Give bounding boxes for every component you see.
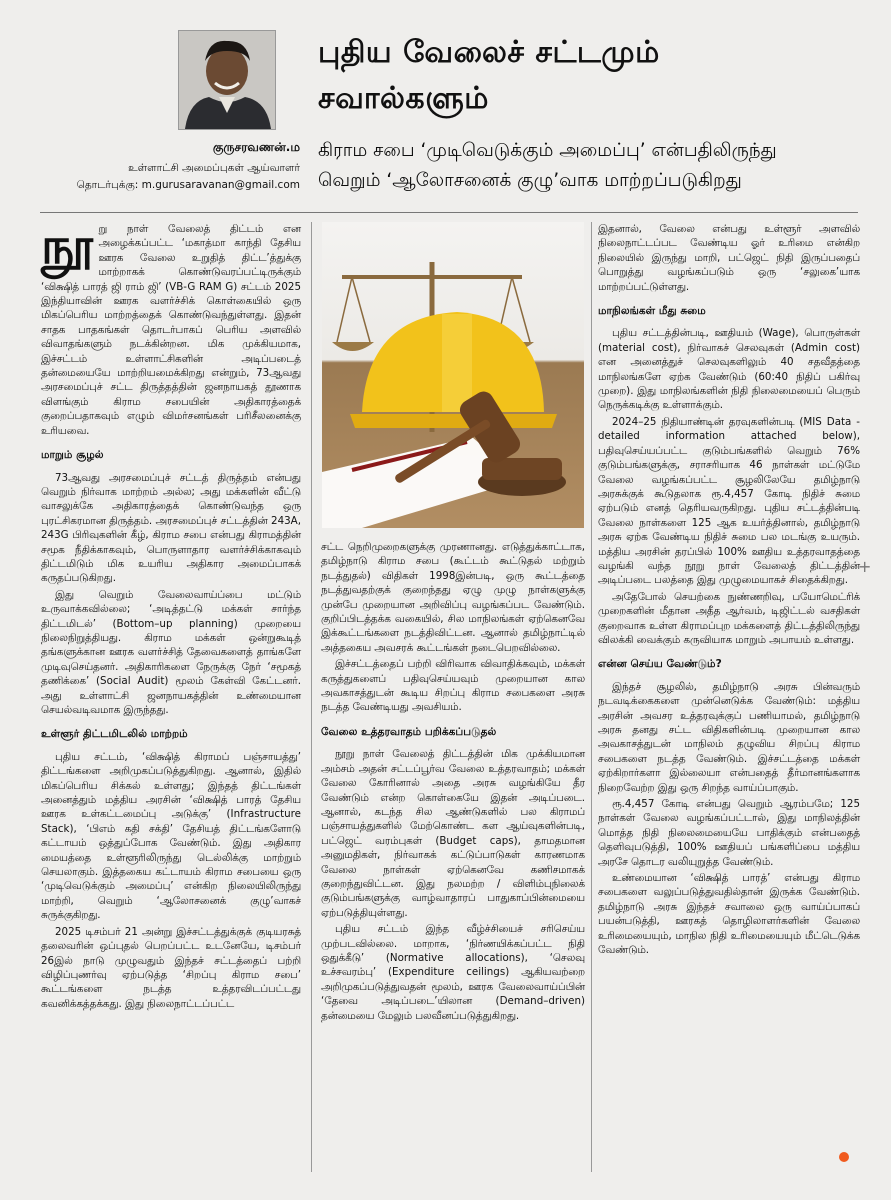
paragraph-text: று நாள் வேலைத் திட்டம் என அழைக்கப்பட்ட ‘மகாத்மா காந்தி தேசிய ஊரக வேலை உறுதித் திட்ட’த்துக்கு மாற்றாகக் கொண்டுவரப்பட்டிருக்கும் ‘விக்ஷித் பாரத் ஜி ராம் ஜி’ (VB-G RAM G) சட்டம் 2025 இந்தியாவின் ஊரக வளர்ச்சிக் கொள்கையில் ஒரு மிகப்பெரிய மாற்றத்தைக் கொண்டுவந்துள்ளது. இதன் சாதக பாதகங்கள் தொடர்பாகப் பெரிய அளவில் விவாதங்களும் நடக்கின்றன. மிக முக்கியமாக, இச்சட்டம் உள்ளாட்சிகளின் அடிப்படைத் தன்மையையே மாற்றியமைக்கிறது என்றும், 73ஆவது அரசமைப்புச் சட்ட திருத்தத்தின் ஜனநாயகத் தூணாக விளங்கும் கிராம சபையின் அதிகாரத்தைக் குறைப்பதாகவும் எழும் விமர்சனங்கள் பரிசீலனைக்கு உரியவை. xyxy=(41,223,301,437)
section-heading: உள்ளூர் திட்டமிடலில் மாற்றம் xyxy=(41,728,188,741)
headline xyxy=(318,30,818,122)
article-paragraph: ரூ.4,457 கோடி என்பது வெறும் ஆரம்பமே; 125 நாள்கள் வேலை வழங்கப்பட்டால், இது மாநிலத்தின் மொத்த நிதி நிலைமையையே பாதிக்கும் என்பதைத் தெளிவுபடுத்தி, 100% ஊதியப் பங்களிப்பை மத்திய அரசே தொடர வலியுறுத்த வேண்டும். xyxy=(598,798,860,868)
author-portrait-graphic xyxy=(179,31,275,129)
author-contact: தொடர்புக்கு: m.gurusaravanan@gmail.com xyxy=(76,179,300,191)
article-paragraph xyxy=(41,216,301,438)
article-paragraph: இதனால், வேலை என்பது உள்ளூர் அளவில் நிலைநாட்டப்பட வேண்டிய ஓர் உரிமை என்கிற நிலையில் இருந்து மாறி, பட்ஜெட் நிதி இருப்பதைப் பொறுத்து வழங்கப்படும் ஒரு ‘சலுகை’யாக மாற்றப்பட்டுள்ளது. xyxy=(598,223,860,293)
end-mark-dot xyxy=(839,1152,849,1162)
article-image xyxy=(322,222,584,528)
article-column-2 xyxy=(321,540,585,1025)
article-paragraph: அதேபோல் செயற்கை நுண்ணறிவு, பயோமெட்ரிக் முறைகளின் மீதான அதீத ஆர்வம், டிஜிட்டல் வசதிகள் குறைவாக உள்ள கிராமப்புற மக்களைத் திட்டத்திலிருந்து விலக்கி வைக்கும் கருவியாக மாறும் அபாயம் உள்ளது. xyxy=(598,590,860,646)
gavel-scale-illustration xyxy=(322,222,584,528)
author-role: உள்ளாட்சி அமைப்புகள் ஆய்வாளர் xyxy=(128,162,300,174)
article-paragraph: 73ஆவது அரசமைப்புச் சட்டத் திருத்தம் என்பது வெறும் நிர்வாக மாற்றம் அல்ல; அது மக்களின் வீட்டு வாசலுக்கே அதிகாரத்தைக் கொண்டுவந்த ஒரு புரட்சிகரமான திருத்தம். அரசமைப்புச் சட்டத்தின் 243A, 243G பிரிவுகளின் கீழ், கிராம சபை என்பது கிராமத்தின் சமூக நீதிக்காகவும், பொருளாதார வளர்ச்சிக்காகவும் திட்டமிடும் மிக உயரிய அதிகார அமைப்பாகக் கருதப்படுகிறது. xyxy=(41,471,301,585)
article-paragraph: இந்தச் சூழலில், தமிழ்நாடு அரசு பின்வரும் நடவடிக்கைகளை முன்னெடுக்க வேண்டும்: மத்திய அரசின் அவசர உத்தரவுக்குப் பணியாமல், தமிழ்நாடு அரசு தனது சட்ட விதிகளின்படி முறையான கால அவகாசத்துடன் மாநிலம் தழுவிய சிறப்பு கிராம சபைகளை நடத்த வேண்டும். இச்சட்டத்தை மக்கள் ஏற்கிறார்களா இல்லையா என்பதைத் தீர்மானங்களாக நிறைவேற்ற இது ஒரு சிறந்த வாய்ப்பாகும். xyxy=(598,680,860,794)
column-divider xyxy=(591,222,592,1172)
article-paragraph: உண்மையான ‘விக்ஷித் பாரத்’ என்பது கிராம சபைகளை வலுப்படுத்துவதில்தான் இருக்க வேண்டும். தமிழ்நாடு அரசு இந்தச் சவாலை ஒரு வாய்ப்பாகப் பயன்படுத்தி, ஊரகத் தொழிலாளர்களின் வேலை உரிமையையும், மாநில நிதி உரிமையையும் மீட்டெடுக்க வேண்டும். xyxy=(598,872,860,957)
article-paragraph: 2025 டிசம்பர் 21 அன்று இச்சட்டத்துக்குக் குடியரசுத் தலைவரின் ஒப்புதல் பெறப்பட்ட உடனேயே, டிசம்பர் 26இல் நாடு முழுவதும் இந்தச் சட்டத்தைப் பற்றி விழிப்புணர்வு ஏற்படுத்த ‘சிறப்பு கிராம சபை’ கூட்டங்களை நடத்த உத்தரவிடப்பட்டது கவனிக்கத்தக்கது. இது நிலைநாட்டப்பட்ட xyxy=(41,925,301,1010)
subheadline-line-1: கிராம சபை ‘முடிவெடுக்கும் அமைப்பு’ என்பதிலிருந்து xyxy=(318,140,777,161)
article-paragraph: புதிய சட்டம், ‘விக்ஷித் கிராமப் பஞ்சாயத்து’ திட்டங்களை அறிமுகப்படுத்துகிறது. ஆனால், இதில் மிகப்பெரிய சிக்கல் உள்ளது; இந்தத் திட்டங்கள் அனைத்தும் மத்திய அரசின் ‘விக்ஷித் பாரத் தேசிய ஊரக உள்கட்டமைப்பு அடுக்கு’ (Infrastructure Stack), ‘பிஎம் கதி சக்தி’ தேசியத் திட்டங்களோடு கட்டாயம் ஒத்துப்போக வேண்டும். இது அதிகார மையத்தை உள்ளூரிலிருந்து டெல்லிக்கு மாற்றும் செயலாகும். இத்தகைய கட்டாயம் கிராம சபையை ஒரு ‘முடிவெடுக்கும் அமைப்பு’ என்கிற நிலையிலிருந்து மாற்றி, வெறும் ‘ஆலோசனைக் குழு’வாகச் சுருக்குகிறது. xyxy=(41,750,301,922)
article-column-3 xyxy=(598,222,860,960)
header-divider xyxy=(40,212,858,213)
section-heading: மாநிலங்கள் மீது சுமை xyxy=(598,305,706,318)
article-paragraph: இச்சட்டத்தைப் பற்றி விரிவாக விவாதிக்கவும், மக்கள் கருத்துகளைப் பதிவுசெய்யவும் முறையான கால அவகாசத்துடன் கூடிய சிறப்பு கிராம சபைகளை அரசு நடத்த வேண்டியது அவசியம். xyxy=(321,658,585,714)
article-paragraph: சட்ட நெறிமுறைகளுக்கு முரணானது. எடுத்துக்காட்டாக, தமிழ்நாடு கிராம சபை (கூட்டம் கூட்டுதல் மற்றும் நடத்துதல்) விதிகள் 1998இன்படி, ஒரு கூட்டத்தை நடத்துவதற்குக் குறைந்தது ஏழு முழு நாள்களுக்கு முன்பே முறையான அறிவிப்பு வழங்கப்பட வேண்டும். குறிப்பிடத்தக்க வகையில், சில மாநிலங்கள் ஏற்கெனவே இக்கூட்டங்களை நடத்திவிட்டன. ஆனால் தமிழ்நாட்டில் அத்தகைய அவசரக் கூட்டங்கள் நடைபெறவில்லை. xyxy=(321,541,585,654)
subheadline xyxy=(318,136,858,196)
crop-mark-icon: + xyxy=(858,557,872,576)
article-column-1 xyxy=(41,216,301,1013)
author-name: குருசரவணன்.ம xyxy=(212,140,300,154)
article-paragraph: இது வெறும் வேலைவாய்ப்பை மட்டும் உருவாக்கவில்லை; ‘அடித்தட்டு மக்கள் சார்ந்த திட்டமிடல்’ (Bottom–up planning) முறையை நிலைநிறுத்தியது. கிராம மக்கள் ஒன்றுகூடித் தங்களுக்கான ஊரக வளர்ச்சித் தேவைகளைத் தாங்களே முடிவுசெய்தனர். அதிகாரிகளை நேருக்கு நேர் ‘சமூகத் தணிக்கை’ (Social Audit) மூலம் கேள்வி கேட்டனர். அது உள்ளாட்சி ஜனநாயகத்தின் உண்மையான செயல்வடிவமாக இருந்தது. xyxy=(41,588,301,716)
subheadline-line-2: வெறும் ‘ஆலோசனைக் குழு’வாக மாற்றப்படுகிறது xyxy=(318,170,742,191)
section-heading: என்ன செய்ய வேண்டும்? xyxy=(598,658,722,671)
drop-cap: நூ xyxy=(41,216,94,275)
section-heading: வேலை உத்தரவாதம் பறிக்கப்படுதல் xyxy=(321,725,497,738)
article-paragraph: புதிய சட்டம் இந்த வீழ்ச்சியைச் சரிசெய்ய முற்படவில்லை. மாறாக, ‘நிர்ணயிக்கப்பட்ட நிதி ஒதுக்கீடு’ (Normative allocations), ‘செலவு உச்சவரம்பு’ (Expenditure ceilings) ஆகியவற்றை அறிமுகப்படுத்துவதன் மூலம், ஊரக வேலைவாய்ப்பின் ‘தேவை அடிப்படை’யிலான (Demand–driven) தன்மையை மேலும் பலவீனப்படுத்துகிறது. xyxy=(321,923,585,1022)
article-paragraph: 2024–25 நிதியாண்டின் தரவுகளின்படி (MIS Data - detailed information attached below), பதிவுசெய்யப்பட்ட குடும்பங்களில் வெறும் 76% குடும்பங்களுக்கு, சராசரியாக 46 நாள்கள் மட்டுமே வேலை வழங்கப்பட்ட சூழலிலேயே தமிழ்நாடு அரசுக்குக் கூடுதலாக ரூ.4,457 கோடி நிதிச் சுமை ஏற்படும் எனத் தெரியவருகிறது. புதிய சட்டத்தின்படி வேலை நாள்களை 125 ஆக உயர்த்தினால், தமிழ்நாடு அரசு ஏற்க வேண்டிய நிதிச் சுமை பல மடங்கு உயரும். மத்திய அரசின் தரப்பில் 100% ஊதிய உத்தரவாதத்தை வழங்கி வந்த நூறு நாள் வேலைத் திட்டத்தின் அடிப்படை பலத்தை இது முழுமையாகச் சிதைக்கிறது. xyxy=(598,415,860,587)
headline-line-1: புதிய வேலைச் சட்டமும் xyxy=(318,35,660,70)
column-divider xyxy=(311,222,312,1172)
headline-line-2: சவால்களும் xyxy=(318,81,489,116)
article-paragraph: புதிய சட்டத்தின்படி, ஊதியம் (Wage), பொருள்கள் (material cost), நிர்வாகச் செலவுகள் (Admin cost) என அனைத்துச் செலவுகளிலும் 40 சதவீதத்தை மாநிலங்களே ஏற்க வேண்டும் (60:40 நிதிப் பகிர்வு முறை). இது மாநிலங்களின் நிதி நிலைமையைப் பெரும் நெருக்கடிக்கு உள்ளாக்கும். xyxy=(598,327,860,412)
article-paragraph: நூறு நாள் வேலைத் திட்டத்தின் மிக முக்கியமான அம்சம் அதன் சட்டப்பூர்வ வேலை உத்தரவாதம்; மக்கள் வேலை கோரினால் அதை அரசு வழங்கியே தீர வேண்டும் என்ற கொள்கையே இதன் அடிப்படை. ஆனால், கடந்த சில ஆண்டுகளில் பல கிராமப் பஞ்சாயத்துகளில் மேற்கொண்ட கள ஆய்வுகளின்படி, பட்ஜெட் வரம்புகள் (Budget caps), தாமதமான அனுமதிகள், நிர்வாகக் கட்டுப்பாடுகள் காரணமாக வேலை நாள்கள் ஏற்கெனவே கணிசமாகக் குறைந்துவிட்டன. இது நலமற்ற / விளிம்புநிலைக் குடும்பங்களுக்கு வாழ்வாதாரப் பாதுகாப்பின்மையை ஏற்படுத்தியுள்ளது. xyxy=(321,748,585,919)
section-heading: மாறும் சூழல் xyxy=(41,449,104,462)
author-photo xyxy=(178,30,276,130)
